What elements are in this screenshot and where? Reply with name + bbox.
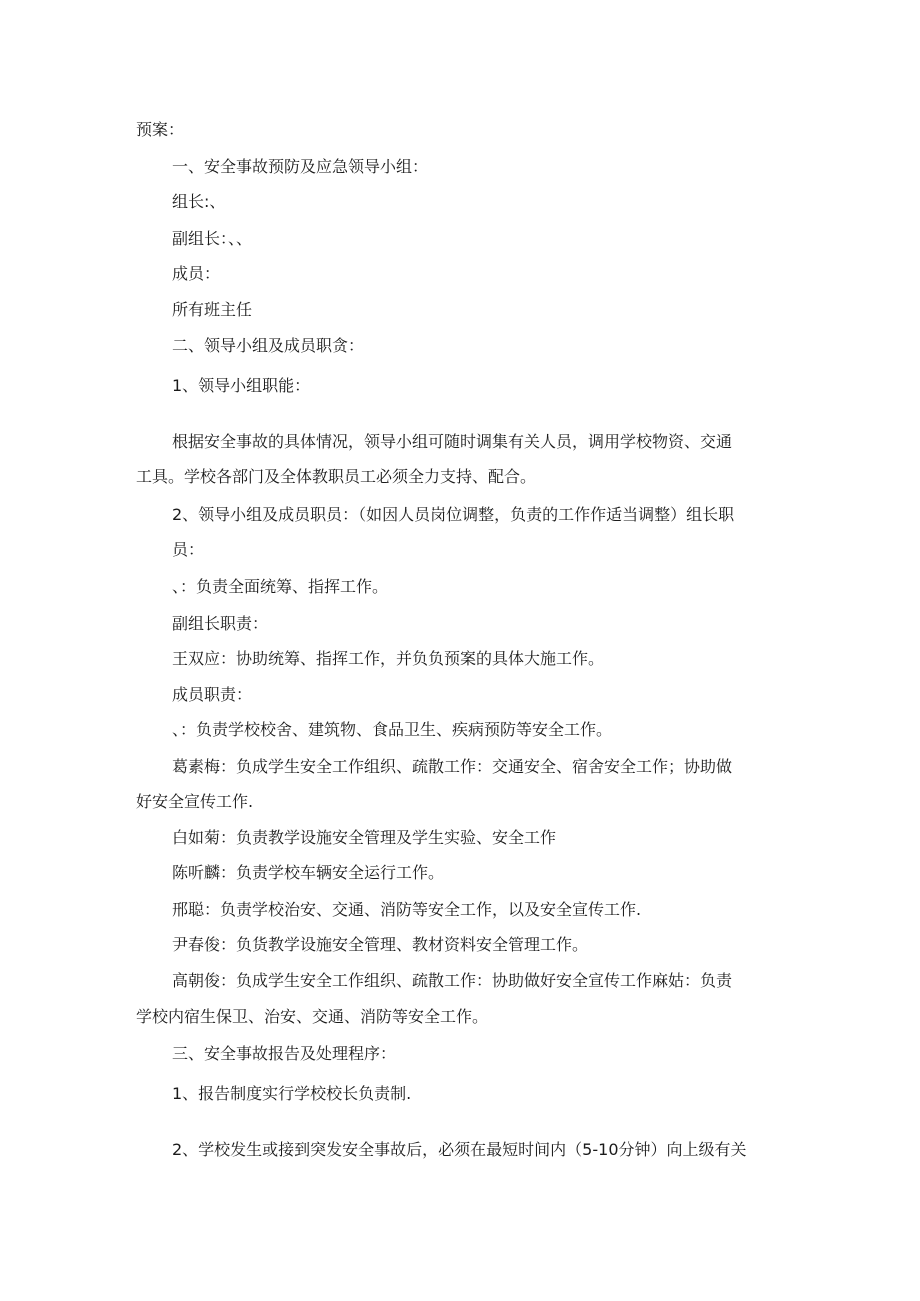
subsection-3-2-line: 2、学校发生或接到突发安全事故后，必须在最短时间内（5-10分钟）向上级有关	[172, 1140, 747, 1159]
duty-line: 白如菊：负责教学设施安全管理及学生实验、安全工作	[172, 828, 557, 847]
subsection-2-2-heading: 2、领导小组及成员职员：（如因人员岗位调整，负责的工作作适当调整）组长职	[172, 505, 735, 524]
duty-line: 学校内宿生保卫、治安、交通、消防等安全工作。	[136, 1007, 489, 1026]
duty-line: 高朝俊：负成学生安全工作组织、疏散工作：协助做好安全宣传工作麻姑：负责	[172, 971, 733, 990]
section-3-heading: 三、安全事故报告及处理程序：	[172, 1044, 397, 1063]
paragraph-line: 员：	[172, 540, 205, 559]
members-line: 成员：	[172, 264, 221, 283]
deputy-duty-heading: 副组长职责：	[172, 614, 269, 633]
duty-line: 邢聪：负责学校治安、交通、消防等安全工作，以及安全宣传工作.	[172, 900, 642, 919]
section-1-heading: 一、安全事故预防及应急领导小组：	[172, 157, 429, 176]
members-list: 所有班主任	[172, 300, 253, 319]
duty-line: 陈听麟：负责学校车辆安全运行工作。	[172, 863, 445, 882]
duty-line: 葛素梅：负成学生安全工作组织、疏散工作：交通安全、宿舍安全工作；协助做	[172, 757, 733, 776]
leader-line: 组长:、	[172, 192, 226, 211]
duty-line: 、：负责全面统筹、指挥工作。	[172, 577, 389, 596]
subsection-3-1-line: 1、报告制度实行学校校长负责制.	[172, 1084, 412, 1103]
duty-line: 、：负责学校校舍、建筑物、食品卫生、疾病预防等安全工作。	[172, 720, 613, 739]
section-2-heading: 二、领导小组及成员职贪：	[172, 336, 365, 355]
deputy-leader-line: 副组长：、、	[172, 229, 253, 248]
subsection-2-1-heading: 1、领导小组职能：	[172, 376, 311, 395]
duty-line: 好安全宣传工作.	[136, 792, 254, 811]
member-duty-heading: 成员职责：	[172, 685, 253, 704]
paragraph-line: 工具。学校各部门及全体教职员工必须全力支持、配合。	[136, 467, 537, 486]
duty-line: 尹春俊：负货教学设施安全管理、教材资料安全管理工作。	[172, 935, 589, 954]
heading-plan: 预案：	[136, 120, 185, 139]
duty-line: 王双应：协助统筹、指挥工作，并负负预案的具体大施工作。	[172, 649, 605, 668]
paragraph-line: 根据安全事故的具体情况，领导小组可随时调集有关人员，调用学校物资、交通	[172, 432, 733, 451]
